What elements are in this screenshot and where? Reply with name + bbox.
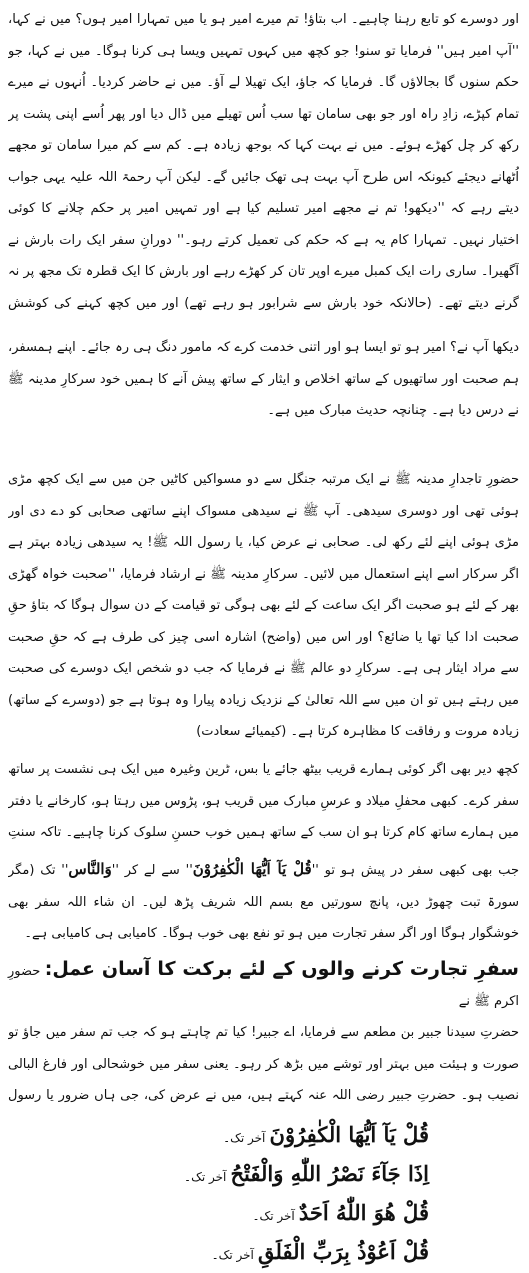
- arabic-phrase-nas: وَالنَّاس: [68, 860, 112, 878]
- travel-text-middle: '' سے لے کر '': [111, 863, 193, 878]
- heading-continuation: حضورِ اکرم ﷺ نے: [8, 964, 519, 1009]
- surah-opening: اِذَا جَآءَ نَصْرُ اللّٰهِ وَالْفَتْحُ: [230, 1161, 429, 1186]
- surah-tail: آخر تک۔: [211, 1248, 254, 1262]
- paragraph-travel-surahs: [8, 854, 519, 946]
- surah-opening: قُلْ اَعُوْذُ بِرَبِّ الْفَلَقِ: [258, 1239, 429, 1264]
- paragraph-story: اور دوسرے کو تابع رہنا چاہیے۔ اب بتاؤ! تم میرے امیر ہو یا میں تمہارا امیر ہوں؟ میں نے کہا، ''آپ امیر ہیں'' فرمایا تو سنو! جو کچھ میں کہوں تمہیں ویسا ہی کرنا ہوگا۔ میں نے کہا، جو حکم سنوں گا بجالاؤں گا۔ فرمایا کہ جاؤ، ایک تھیلا لے آؤ۔ میں نے حاضر کردیا۔ اُنہوں نے میرے تمام کپڑے، زادِ راہ اور جو بھی سامان تھا سب اُس تھیلے میں ڈال دیا اور پھر اُسے اپنی پشت پر رکھ کر چل کھڑے ہوئے۔ میں نے بہت کہا کہ بوجھ زیادہ ہے۔ کم سے کم میرا سامان تو مجھے اُٹھانے دیجئے کیونکہ اس طرح آپ بہت ہی تھک جائیں گے۔ لیکن آپ رحمۃ اللہ علیہ یہی جواب دیتے رہے کہ ''دیکھو! تم نے مجھے امیر تسلیم کیا ہے اور تمہیں امیر پر حکم چلانے کا کوئی اختیار نہیں۔ تمہارا کام یہ ہے کہ حکم کی تعمیل کرتے رہو۔'' دورانِ سفر ایک رات بارش نے آگھیرا۔ ساری رات ایک کمبل میرے اوپر تان کر کھڑے رہے اور بارش کا ایک قطرہ تک مجھ پر نہ گرنے دیتے تھے۔ (حالانکہ خود بارش سے شرابور ہو رہے تھے) اور میں کچھ کہنے کی کوشش: [8, 12, 519, 311]
- surah-item: [8, 1234, 429, 1273]
- surah-opening: قُلْ يَآ اَيُّهَا الْكٰفِرُوْنَ: [269, 1122, 429, 1147]
- arabic-phrase-kafirun: قُلْ يَآ اَيُّهَا الْكٰفِرُوْنَ: [192, 860, 312, 878]
- surah-tail: آخر تک۔: [223, 1131, 266, 1145]
- paragraph-good-conduct: کچھ دیر بھی اگر کوئی ہمارے قریب بیٹھ جائے یا بس، ٹرین وغیرہ میں ایک ہی نشست پر ساتھ سفر کرے۔ کبھی محفلِ میلاد و عرسِ مبارک میں قریب ہو، پڑوس میں رہتا ہو، کارخانے یا دفتر میں ہمارے ساتھ کام کرتا ہو ان سب کے ساتھ ہمیں خوب حسنِ سلوک کرنا چاہیے۔ تاکہ سنتِ: [8, 762, 519, 840]
- surah-list: [8, 1117, 429, 1273]
- surah-opening: قُلْ هُوَ اللّٰهُ اَحَدٌ: [298, 1200, 429, 1225]
- travel-text-after: '' تک (مگر سورۃ تبت چھوڑ دیں، پانچ سورتیں مع بسم اللہ شریف پڑھ لیں۔ ان شاء اللہ سفر بھی خوشگوار ہوگا اور اگر سفر تجارت میں ہو تو نفع بھی خوب ہوگا۔ کامیابی ہی کامیابی ہے۔: [8, 863, 519, 941]
- heading-line: [8, 954, 519, 1017]
- paragraph-jubair-hadith: حضرتِ سیدنا جبیر بن مطعم سے فرمایا، اے جبیر! کیا تم چاہتے ہو کہ جب تم سفر میں جاؤ تو صورت و ہیئت میں بہتر اور توشے میں بڑھ کر رہو۔ یعنی سفر میں خوشحالی اور فارغ البالی نصیب ہو۔ حضرتِ جبیر رضی اللہ عنہ کہتے ہیں، میں نے عرض کی، جی ہاں ضرور یا رسول: [8, 1025, 519, 1103]
- surah-tail: آخر تک۔: [252, 1209, 295, 1223]
- paragraph-commentary: دیکھا آپ نے؟ امیر ہو تو ایسا ہو اور اتنی خدمت کرے کہ مامور دنگ ہی رہ جائے۔ اپنے ہمسفر، ہم صحبت اور ساتھیوں کے ساتھ اخلاص و ایثار کے ساتھ پیش آنے کا ہمیں خود سرکارِ مدینہ ﷺ نے درس دیا ہے۔ چنانچہ حدیث مبارک میں ہے۔: [8, 340, 519, 418]
- section-heading: سفرِ تجارت کرنے والوں کے لئے برکت کا آسان عمل:: [44, 958, 519, 980]
- paragraph-hadith-miswak: حضورِ تاجدارِ مدینہ ﷺ نے ایک مرتبہ جنگل سے دو مسواکیں کاٹیں جن میں سے ایک کچھ مڑی ہوئی تھی اور دوسری سیدھی۔ آپ ﷺ نے سیدھی مسواک اپنے ساتھی صحابی کو دے دی اور مڑی ہوئی اپنے لئے رکھ لی۔ صحابی نے عرض کیا، یا رسول اللہ ﷺ! یہ سیدھی زیادہ بہتر ہے اگر سرکار اسے اپنے استعمال میں لائیں۔ سرکارِ مدینہ ﷺ نے ارشاد فرمایا، ''صحبت خواہ گھڑی بھر کے لئے ہو صحبت اگر ایک ساعت کے لئے بھی ہوگی تو قیامت کے دن سوال ہوگا کہ بتاؤ حقِ صحبت ادا کیا تھا یا ضائع؟ اور اس میں (واضح) اشارہ اسی چیز کی طرف ہے کہ حقِ صحبت سے مراد ایثار ہی ہے۔ سرکارِ دو عالم ﷺ نے فرمایا کہ جب دو شخص ایک دوسرے کی صحبت میں رہتے ہیں تو ان میں سے اللہ تعالیٰ کے نزدیک زیادہ پیارا وہ ہوتا ہے جو (دوسرے کے ساتھ) زیادہ مروت و رفاقت کا مظاہرہ کرتا ہے۔ (کیمیائے سعادت): [8, 472, 519, 739]
- travel-text-before: جب بھی کبھی سفر در پیش ہو تو '': [311, 863, 519, 878]
- surah-item: [8, 1156, 429, 1195]
- surah-item: [8, 1117, 429, 1156]
- surah-item: [8, 1195, 429, 1234]
- surah-tail: آخر تک۔: [184, 1170, 227, 1184]
